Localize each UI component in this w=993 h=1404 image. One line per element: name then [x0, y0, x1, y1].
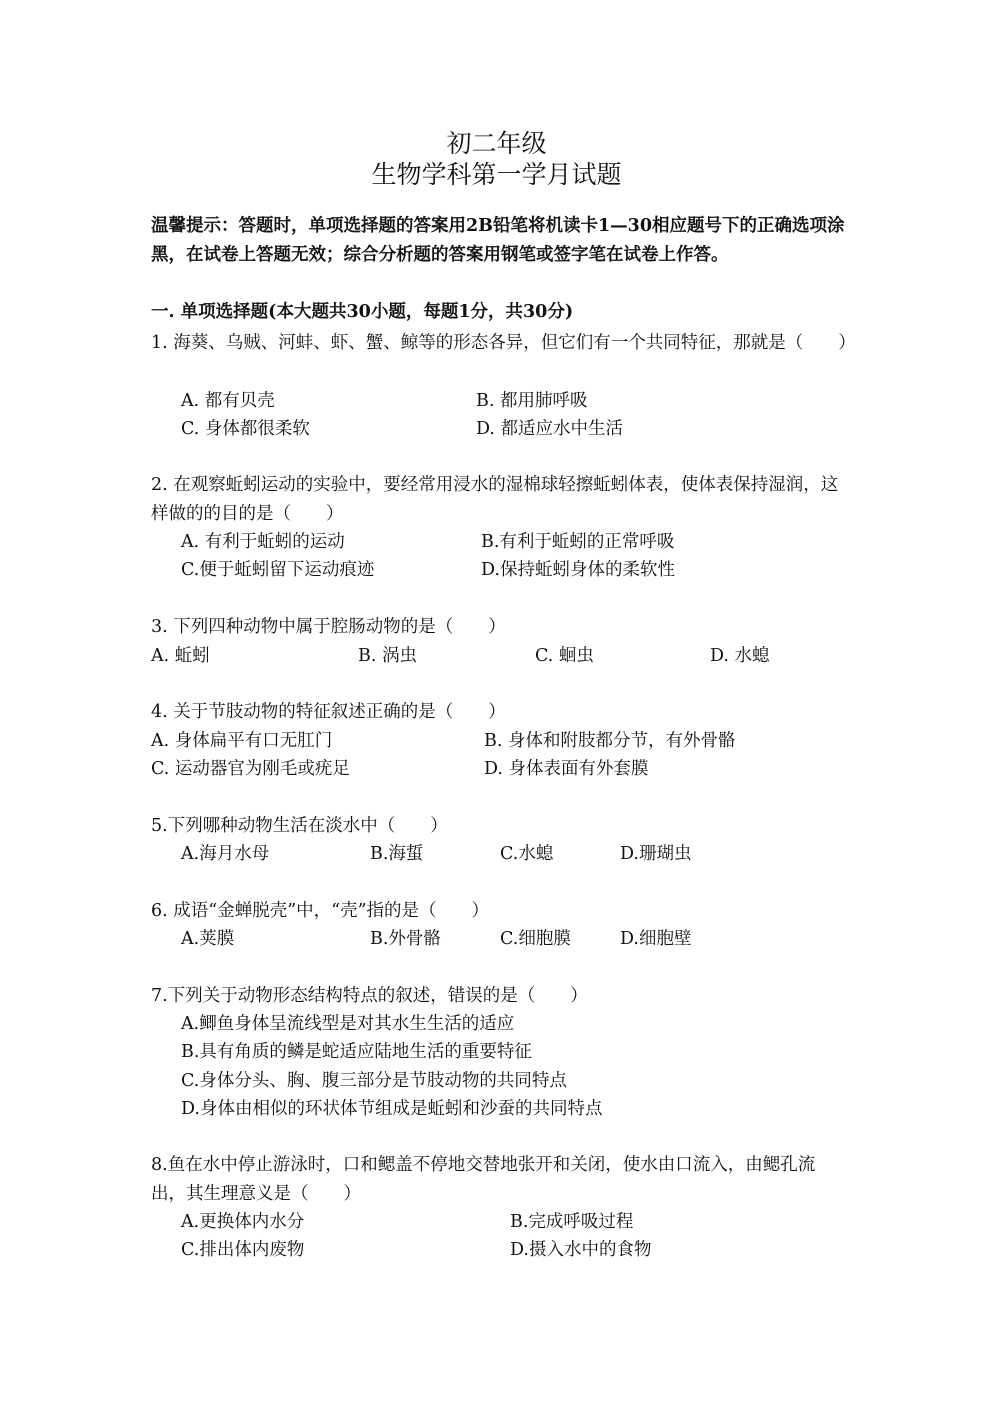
- option-a: A.鲫鱼身体呈流线型是对其水生生活的适应: [181, 1014, 515, 1034]
- option-b: B. 都用肺呼吸: [476, 391, 588, 411]
- option-b: B. 涡虫: [358, 646, 417, 666]
- option-a: A. 有利于蚯蚓的运动: [181, 532, 345, 552]
- option-c: C. 运动器官为刚毛或疣足: [151, 759, 350, 779]
- option-b: B.外骨骼: [370, 929, 441, 949]
- option-a: A.海月水母: [181, 844, 270, 864]
- option-c: C.排出体内废物: [181, 1240, 305, 1260]
- option-b: B.完成呼吸过程: [510, 1212, 634, 1232]
- question-stem: 2. 在观察蚯蚓运动的实验中，要经常用浸水的湿棉球轻擦蚯蚓体表，使体表保持湿润，这样做的的目的是（ ）: [151, 475, 839, 524]
- grade-heading: 初二年级: [446, 129, 547, 158]
- option-d: D.保持蚯蚓身体的柔软性: [481, 560, 675, 580]
- option-d: D.摄入水中的食物: [510, 1240, 652, 1260]
- option-a: A. 蚯蚓: [151, 646, 210, 666]
- option-d: D.身体由相似的环状体节组成是蚯蚓和沙蚕的共同特点: [181, 1099, 603, 1119]
- option-a: A. 都有贝壳: [181, 391, 275, 411]
- option-d: D. 水螅: [710, 646, 770, 666]
- option-c: C.便于蚯蚓留下运动痕迹: [181, 560, 375, 580]
- option-c: C. 身体都很柔软: [181, 419, 310, 439]
- option-b: B.海蜇: [370, 844, 424, 864]
- option-b: B.有利于蚯蚓的正常呼吸: [481, 532, 675, 552]
- option-d: D. 都适应水中生活: [476, 419, 624, 439]
- notice-text: 温馨提示：答题时，单项选择题的答案用2B铅笔将机读卡1—30相应题号下的正确选项涂黑，在试卷上答题无效；综合分析题的答案用钢笔或签字笔在试卷上作答。: [151, 216, 845, 265]
- option-d: D.珊瑚虫: [620, 844, 692, 864]
- option-d: D.细胞壁: [620, 929, 692, 949]
- question-stem: 4. 关于节肢动物的特征叙述正确的是（ ）: [151, 702, 506, 722]
- question-stem: 5.下列哪种动物生活在淡水中（ ）: [151, 816, 448, 836]
- option-d: D. 身体表面有外套膜: [484, 759, 649, 779]
- question-stem: 8.鱼在水中停止游泳时，口和鳃盖不停地交替地张开和关闭，使水由口流入，由鳃孔流出，其生理意义是（ ）: [151, 1155, 816, 1204]
- option-a: A. 身体扁平有口无肛门: [151, 731, 333, 751]
- section-heading: 一. 单项选择题(本大题共30小题，每题1分，共30分): [151, 302, 574, 322]
- exam-title: 生物学科第一学月试题: [371, 160, 622, 189]
- option-c: C.水螅: [500, 844, 554, 864]
- option-a: A.更换体内水分: [181, 1212, 305, 1232]
- option-c: C.细胞膜: [500, 929, 571, 949]
- option-c: C. 蛔虫: [535, 646, 594, 666]
- option-c: C.身体分头、胸、腹三部分是节肢动物的共同特点: [181, 1071, 567, 1091]
- option-b: B. 身体和附肢都分节，有外骨骼: [484, 731, 736, 751]
- question-stem: 1. 海葵、乌贼、河蚌、虾、蟹、鲸等的形态各异，但它们有一个共同特征，那就是（ ）: [151, 333, 856, 353]
- question-stem: 6. 成语“金蝉脱壳”中，“壳”指的是（ ）: [151, 901, 490, 921]
- option-b: B.具有角质的鳞是蛇适应陆地生活的重要特征: [181, 1042, 532, 1062]
- question-stem: 3. 下列四种动物中属于腔肠动物的是（ ）: [151, 617, 506, 637]
- question-stem: 7.下列关于动物形态结构特点的叙述，错误的是（ ）: [151, 986, 588, 1006]
- option-a: A.荚膜: [181, 929, 235, 949]
